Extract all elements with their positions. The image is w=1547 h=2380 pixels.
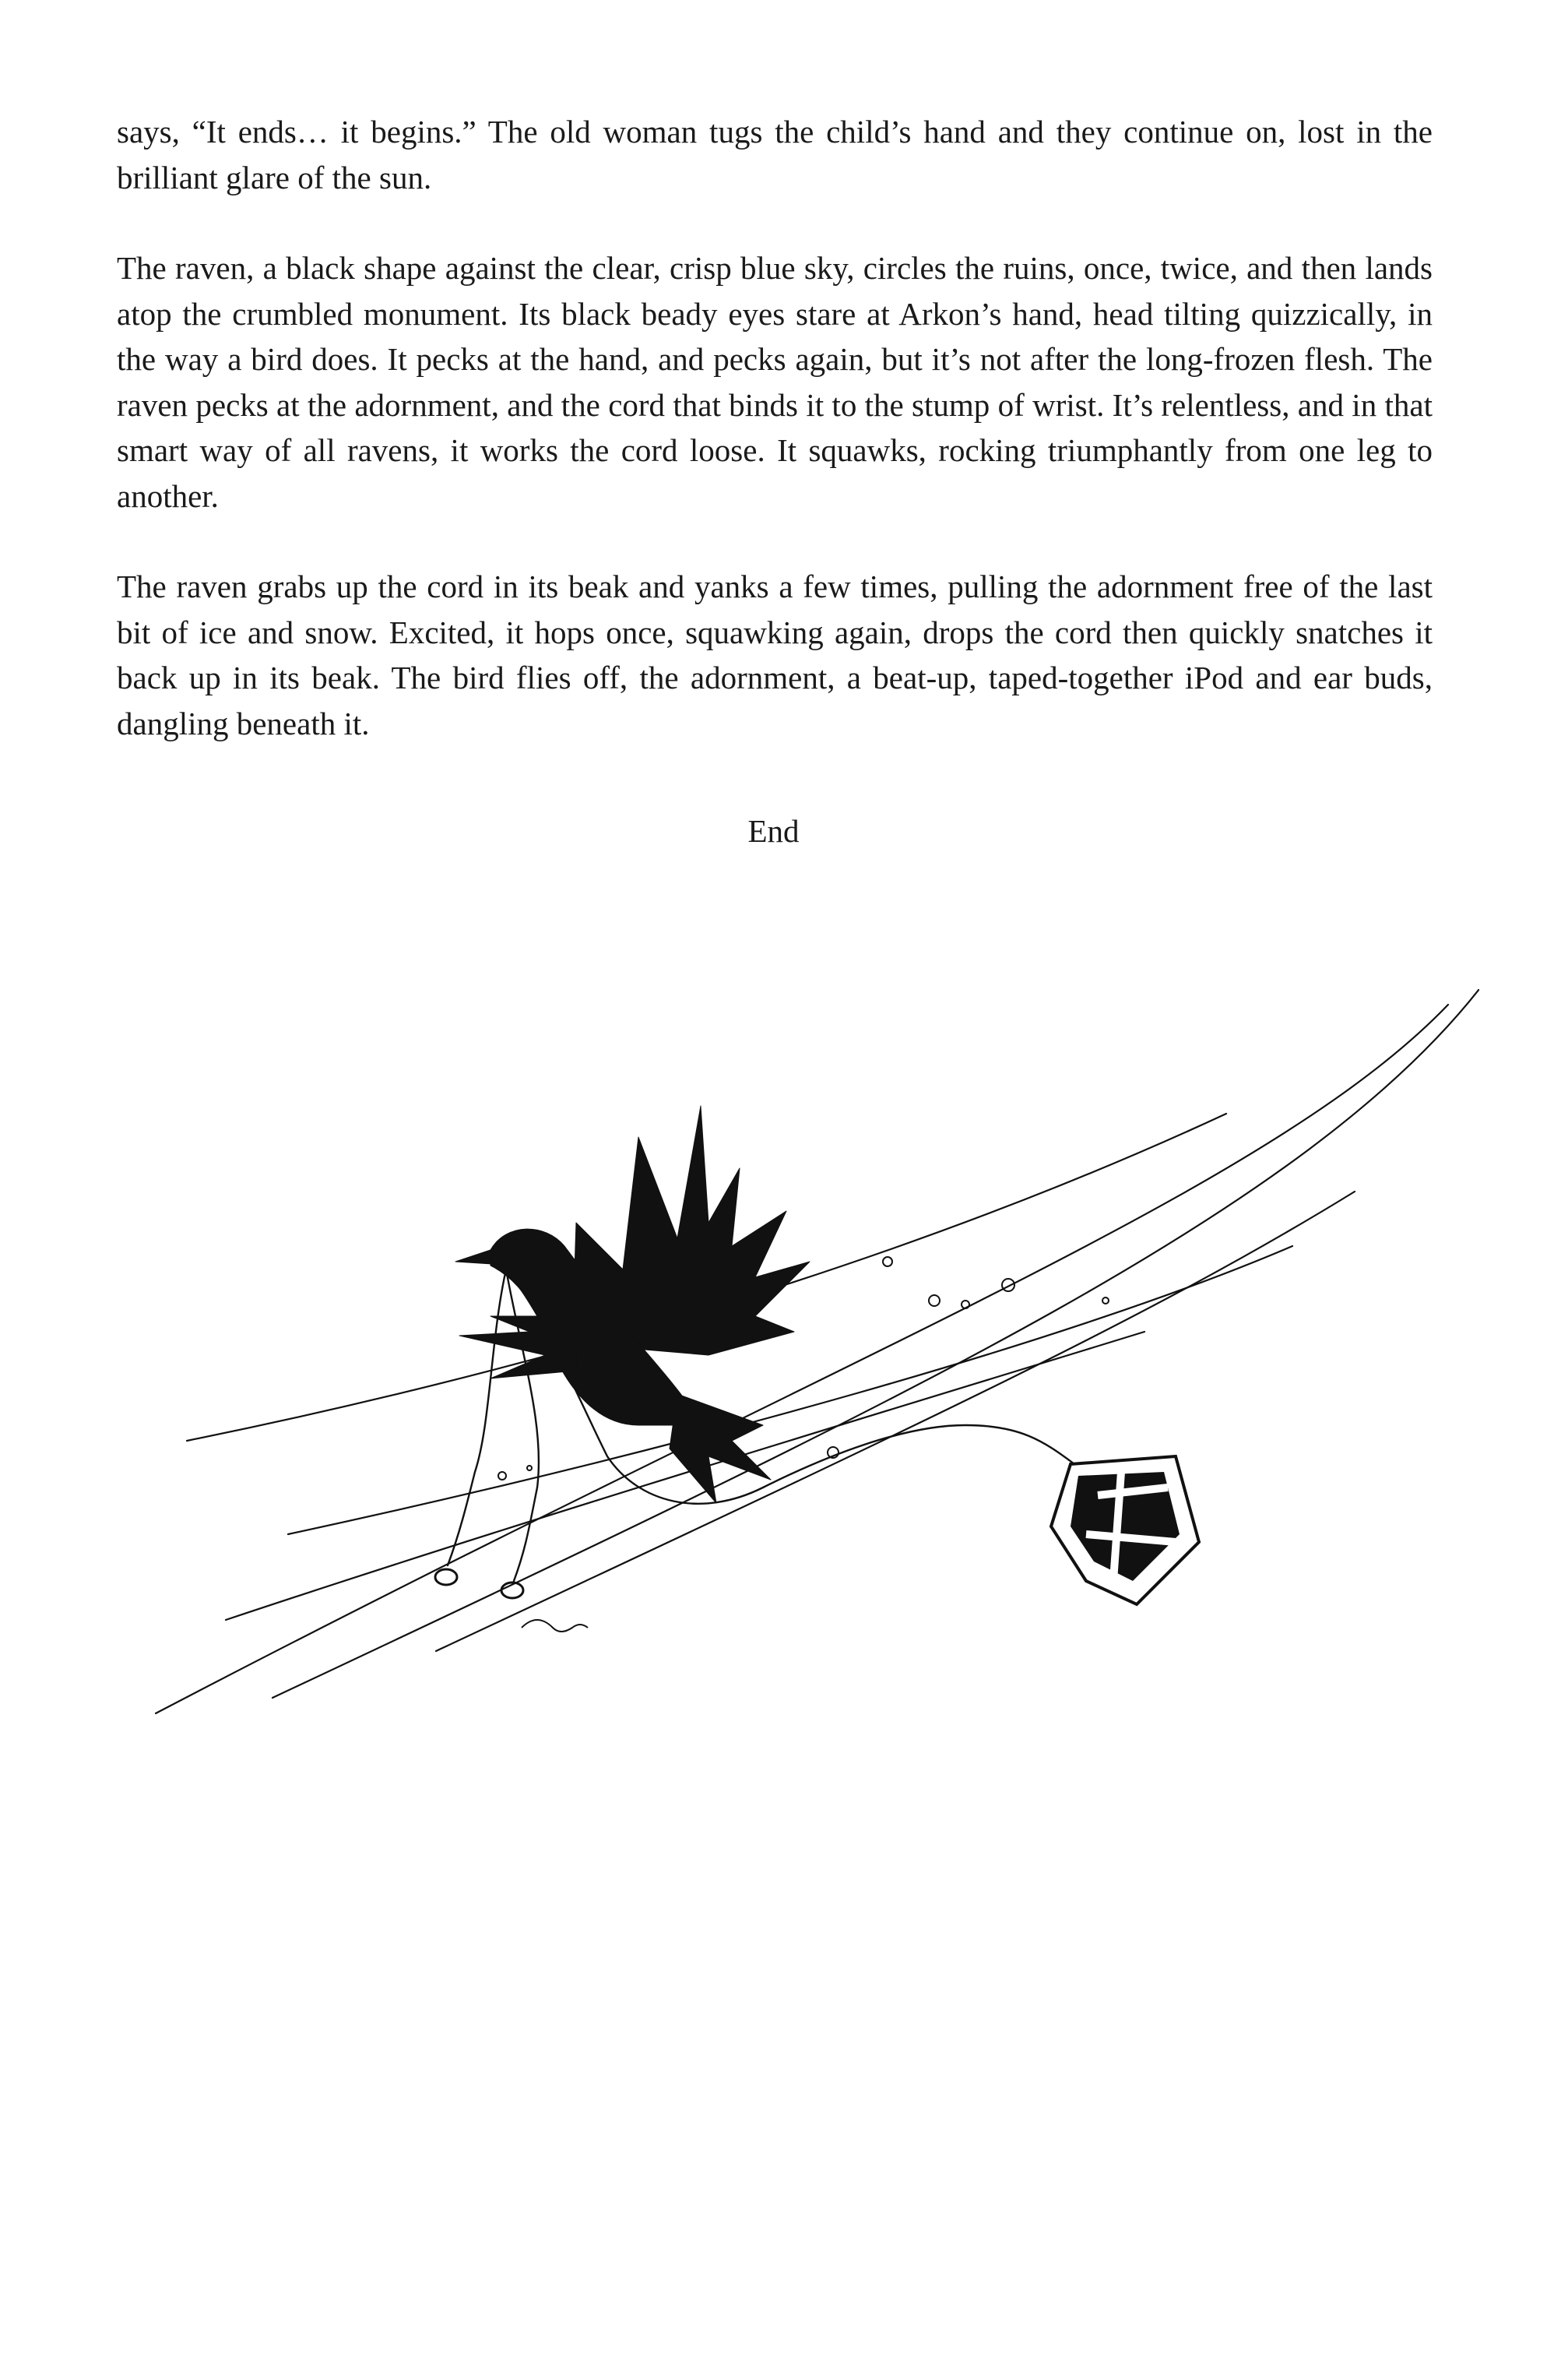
motion-line xyxy=(226,1332,1144,1620)
story-text xyxy=(117,109,1433,746)
paragraph-1: says, “It ends… it begins.” The old woman tugs the child’s hand and they continue on, lost in the brilliant glare of the sun. xyxy=(117,114,1433,195)
paragraph-2: The raven, a black shape against the clear, crisp blue sky, circles the ruins, once, twice, and then lands atop the crumbled monument. Its black beady eyes stare at Arkon’s hand, head tilting quizzically, in the way a bird does. It pecks at the hand, and pecks again, but it’s not after the long-frozen flesh. The raven pecks at the adornment, and the cord that binds it to the stump of wrist. It’s relentless, and in that smart way of all ravens, it works the cord loose. It squawks, rocking triumphantly from one leg to another. xyxy=(117,250,1433,514)
paragraph-3: The raven grabs up the cord in its beak and yanks a few times, pulling the adornment free of the last bit of ice and snow. Excited, it hops once, squawking again, drops the cord then quickly snatches it back up in its beak. The bird flies off, the adornment, a beat-up, taped-together iPod and ear buds, dangling beneath it. xyxy=(117,569,1433,741)
raven-illustration xyxy=(140,989,1479,1721)
raven-wing-lower xyxy=(459,1316,580,1378)
ipod-icon xyxy=(1051,1456,1199,1604)
motion-lines xyxy=(156,989,1479,1713)
earbuds-icon xyxy=(435,1569,523,1598)
raven-beak xyxy=(455,1250,492,1264)
raven-icon xyxy=(455,1106,810,1503)
motion-line xyxy=(272,989,1479,1698)
raven-tail xyxy=(670,1394,771,1503)
end-label: End xyxy=(747,813,800,849)
motion-line xyxy=(156,1005,1448,1713)
